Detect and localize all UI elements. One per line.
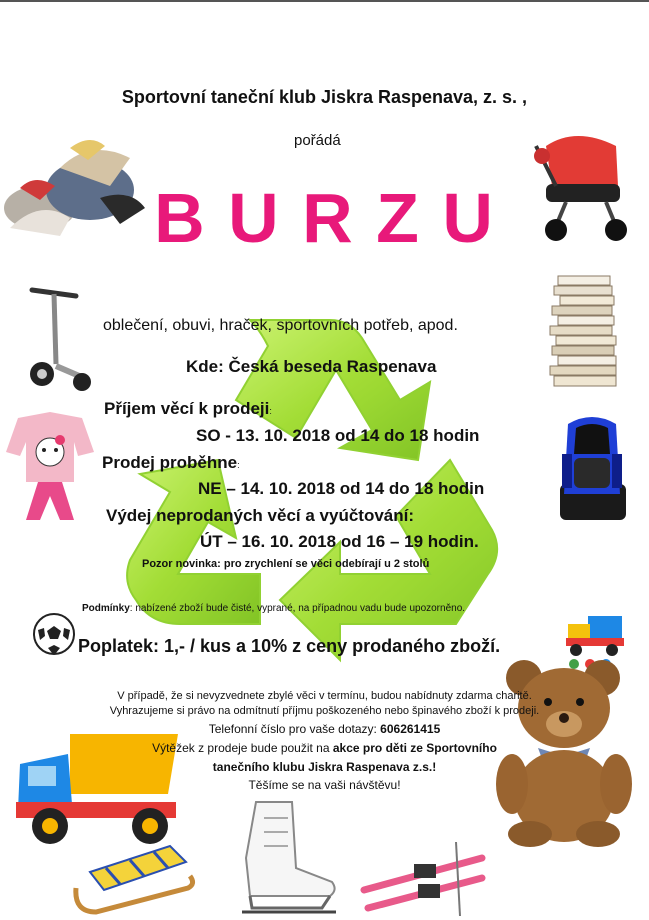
pickup-label: Výdej neprodaných věcí a vyúčtování: xyxy=(106,506,415,525)
kids-clothes-picture xyxy=(4,412,96,522)
ice-skate-picture xyxy=(236,798,340,918)
intake-date: SO - 13. 10. 2018 od 14 do 18 hodin xyxy=(196,426,480,445)
proceeds-prefix: Výtěžek z prodeje bude použit na xyxy=(152,741,333,755)
top-border-line xyxy=(0,0,649,2)
pickup-date: ÚT – 16. 10. 2018 od 16 – 19 hodin. xyxy=(200,532,479,551)
soccer-ball-picture xyxy=(32,612,76,656)
intake-label xyxy=(104,399,272,419)
organizer-name: Sportovní taneční klub Jiskra Raspenava, z. s. , xyxy=(121,87,528,107)
sled-picture xyxy=(70,828,198,918)
proceeds-line-2: tanečního klubu Jiskra Raspenava z.s.! xyxy=(212,760,437,774)
conditions-text: : nabízené zboží bude čisté, vyprané, na případnou vadu bude upozorněno. xyxy=(129,603,466,614)
intake-colon: : xyxy=(269,406,272,416)
phone-number: 606261415 xyxy=(380,722,441,736)
venue-line: Kde: Česká beseda Raspenava xyxy=(186,357,437,376)
note-line-1: V případě, že si nevyzvednete zbylé věci v termínu, budou nabídnuty zdarma charitě. xyxy=(117,690,532,702)
car-seat-picture xyxy=(554,414,630,524)
closing-line: Těšíme se na vaši návštěvu! xyxy=(248,778,401,792)
book-stack-picture xyxy=(548,272,620,396)
kids-skis-picture xyxy=(360,838,486,918)
conditions-label: Podmínky xyxy=(82,603,130,614)
sale-label xyxy=(102,453,240,473)
intake-label-text: Příjem věcí k prodeji xyxy=(104,399,270,418)
organizes-text: pořádá xyxy=(294,132,341,149)
kick-scooter-picture xyxy=(26,282,92,394)
items-line: oblečení, obuvi, hraček, sportovních potřeb, apod. xyxy=(103,317,458,334)
novelty-note: Pozor novinka: pro zrychlení se věci odebírají u 2 stolů xyxy=(142,558,430,570)
phone-label: Telefonní číslo pro vaše dotazy: xyxy=(208,722,381,736)
sale-date: NE – 14. 10. 2018 od 14 do 18 hodin xyxy=(198,479,485,498)
conditions-line xyxy=(82,603,465,614)
phone-line xyxy=(0,722,649,736)
sale-colon: : xyxy=(237,460,240,470)
proceeds-line-1 xyxy=(0,741,649,755)
fee-line: Poplatek: 1,- / kus a 10% z ceny prodaného zboží. xyxy=(78,636,501,656)
proceeds-bold-1: akce pro děti ze Sportovního xyxy=(332,741,497,755)
sale-label-text: Prodej proběhne xyxy=(102,453,238,472)
note-line-2: Vyhrazujeme si právo na odmítnutí příjmu poškozeného nebo špinavého zboží k prodeji. xyxy=(109,705,540,717)
headline-burzu: B U R Z U xyxy=(154,179,495,257)
